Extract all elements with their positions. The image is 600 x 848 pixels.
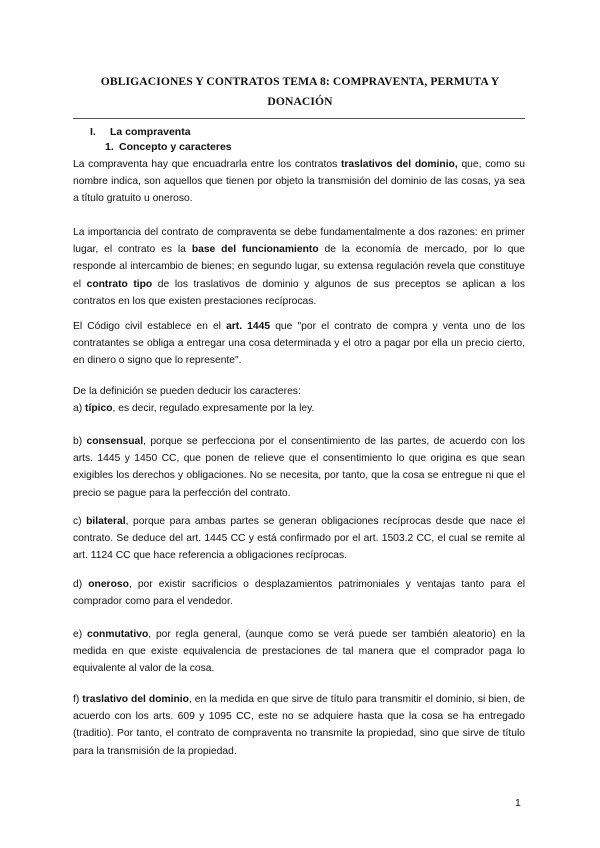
text-run: , por regla general, (aunque como se verá puede ser también aleatorio) en la medida en que existe equivalencia de prestaciones de tal manera que el comprador paga lo equivalente al valor de la cosa. bbox=[73, 629, 525, 675]
text-run: La importancia del contrato de compraventa se debe fundamentalmente a dos razones: en primer lugar, el contrato es la bbox=[73, 227, 525, 256]
text-run: f) bbox=[73, 694, 83, 705]
text-run: , porque se perfecciona por el consentimiento de las partes, de acuerdo con los arts. 1445 y 1450 CC, que ponen de relieve que el consentimiento lo que origina es que sean exigibles los derechos y obligaciones. No se necesita, por tanto, que la cosa se entregue ni que el precio se pague para la perfección del contrato. bbox=[73, 436, 525, 499]
subsection-heading bbox=[105, 141, 232, 154]
page-number: 1 bbox=[515, 797, 521, 809]
paragraph bbox=[73, 433, 525, 502]
text-run: De la definición se pueden deducir los caracteres: bbox=[73, 386, 301, 397]
section-heading bbox=[90, 126, 191, 139]
text-run: a) bbox=[73, 403, 86, 414]
bold-term: base del funcionamiento bbox=[191, 244, 319, 256]
paragraph bbox=[73, 318, 525, 370]
title-divider bbox=[73, 118, 525, 119]
bold-term: consensual bbox=[86, 436, 144, 447]
bold-term: conmutativo bbox=[87, 629, 149, 640]
text-run: d) bbox=[73, 579, 89, 590]
text-run: e) bbox=[73, 629, 88, 640]
text-run: que, como su nombre indica, son aquellos que tienen por objeto la transmisión del dominio de las cosas, ya sea a título gratuito u oneroso. bbox=[73, 159, 525, 205]
bold-term: traslativo del dominio bbox=[82, 694, 189, 705]
text-run: , porque para ambas partes se generan obligaciones recíprocas desde que nace el contrato. Se deduce del art. 1445 CC y está confirmado por el art. 1503.2 CC, el cual se remite al art. 1124 CC que hace referencia a obligaciones recíprocas. bbox=[73, 516, 525, 562]
paragraph bbox=[73, 576, 525, 610]
text-run: La compraventa hay que encuadrarla entre los contratos bbox=[73, 159, 341, 170]
text-run: , por existir sacrificios o desplazamientos patrimoniales y ventajas tanto para el comprador como para el vendedor. bbox=[73, 579, 525, 608]
paragraph bbox=[73, 156, 525, 208]
paragraph bbox=[73, 513, 525, 565]
bold-term: típico bbox=[85, 403, 113, 414]
text-run: de los traslativos de dominio y algunos de sus preceptos se aplican a los contratos en los que existen prestaciones recíprocas. bbox=[73, 278, 526, 307]
text-run: El Código civil establece en el bbox=[73, 321, 227, 332]
subsection-label: Concepto y caracteres bbox=[119, 141, 232, 153]
bold-term: oneroso bbox=[88, 579, 129, 590]
text-run: que "por el contrato de compra y venta uno de los contratantes se obliga a entregar una cosa determinada y el otro a pagar por ella un precio cierto, en dinero o signo que lo represente". bbox=[73, 321, 525, 367]
bold-term: traslativos del dominio, bbox=[340, 159, 458, 170]
text-run: de la economía de mercado, por lo que responde al intercambio de bienes; en segundo lugar, su extensa regulación revela que constituye el bbox=[73, 244, 525, 290]
text-run: c) bbox=[73, 516, 87, 527]
section-number: I. bbox=[90, 126, 96, 138]
paragraph bbox=[73, 400, 525, 417]
subsection-number: 1. bbox=[105, 141, 114, 153]
bold-term: contrato tipo bbox=[86, 278, 153, 290]
paragraph bbox=[73, 224, 525, 310]
text-run: b) bbox=[73, 436, 87, 447]
text-run: , es decir, regulado expresamente por la ley. bbox=[112, 403, 315, 414]
section-label: La compraventa bbox=[110, 126, 191, 138]
bold-term: bilateral bbox=[86, 516, 126, 527]
bold-term: art. 1445 bbox=[226, 321, 271, 332]
paragraph bbox=[73, 691, 525, 760]
text-run: , en la medida en que sirve de título para transmitir el dominio, si bien, de acuerdo con los arts. 609 y 1095 CC, este no se adquiere hasta que la cosa se ha entregado (traditio). Por tanto, el contrato de compraventa no transmite la propiedad, sino que sirve de título para la transmisión de la propiedad. bbox=[73, 694, 526, 757]
paragraph bbox=[73, 383, 525, 400]
paragraph bbox=[73, 626, 525, 678]
document-title: OBLIGACIONES Y CONTRATOS TEMA 8: COMPRAVENTA, PERMUTA Y DONACIÓN bbox=[100, 75, 500, 108]
